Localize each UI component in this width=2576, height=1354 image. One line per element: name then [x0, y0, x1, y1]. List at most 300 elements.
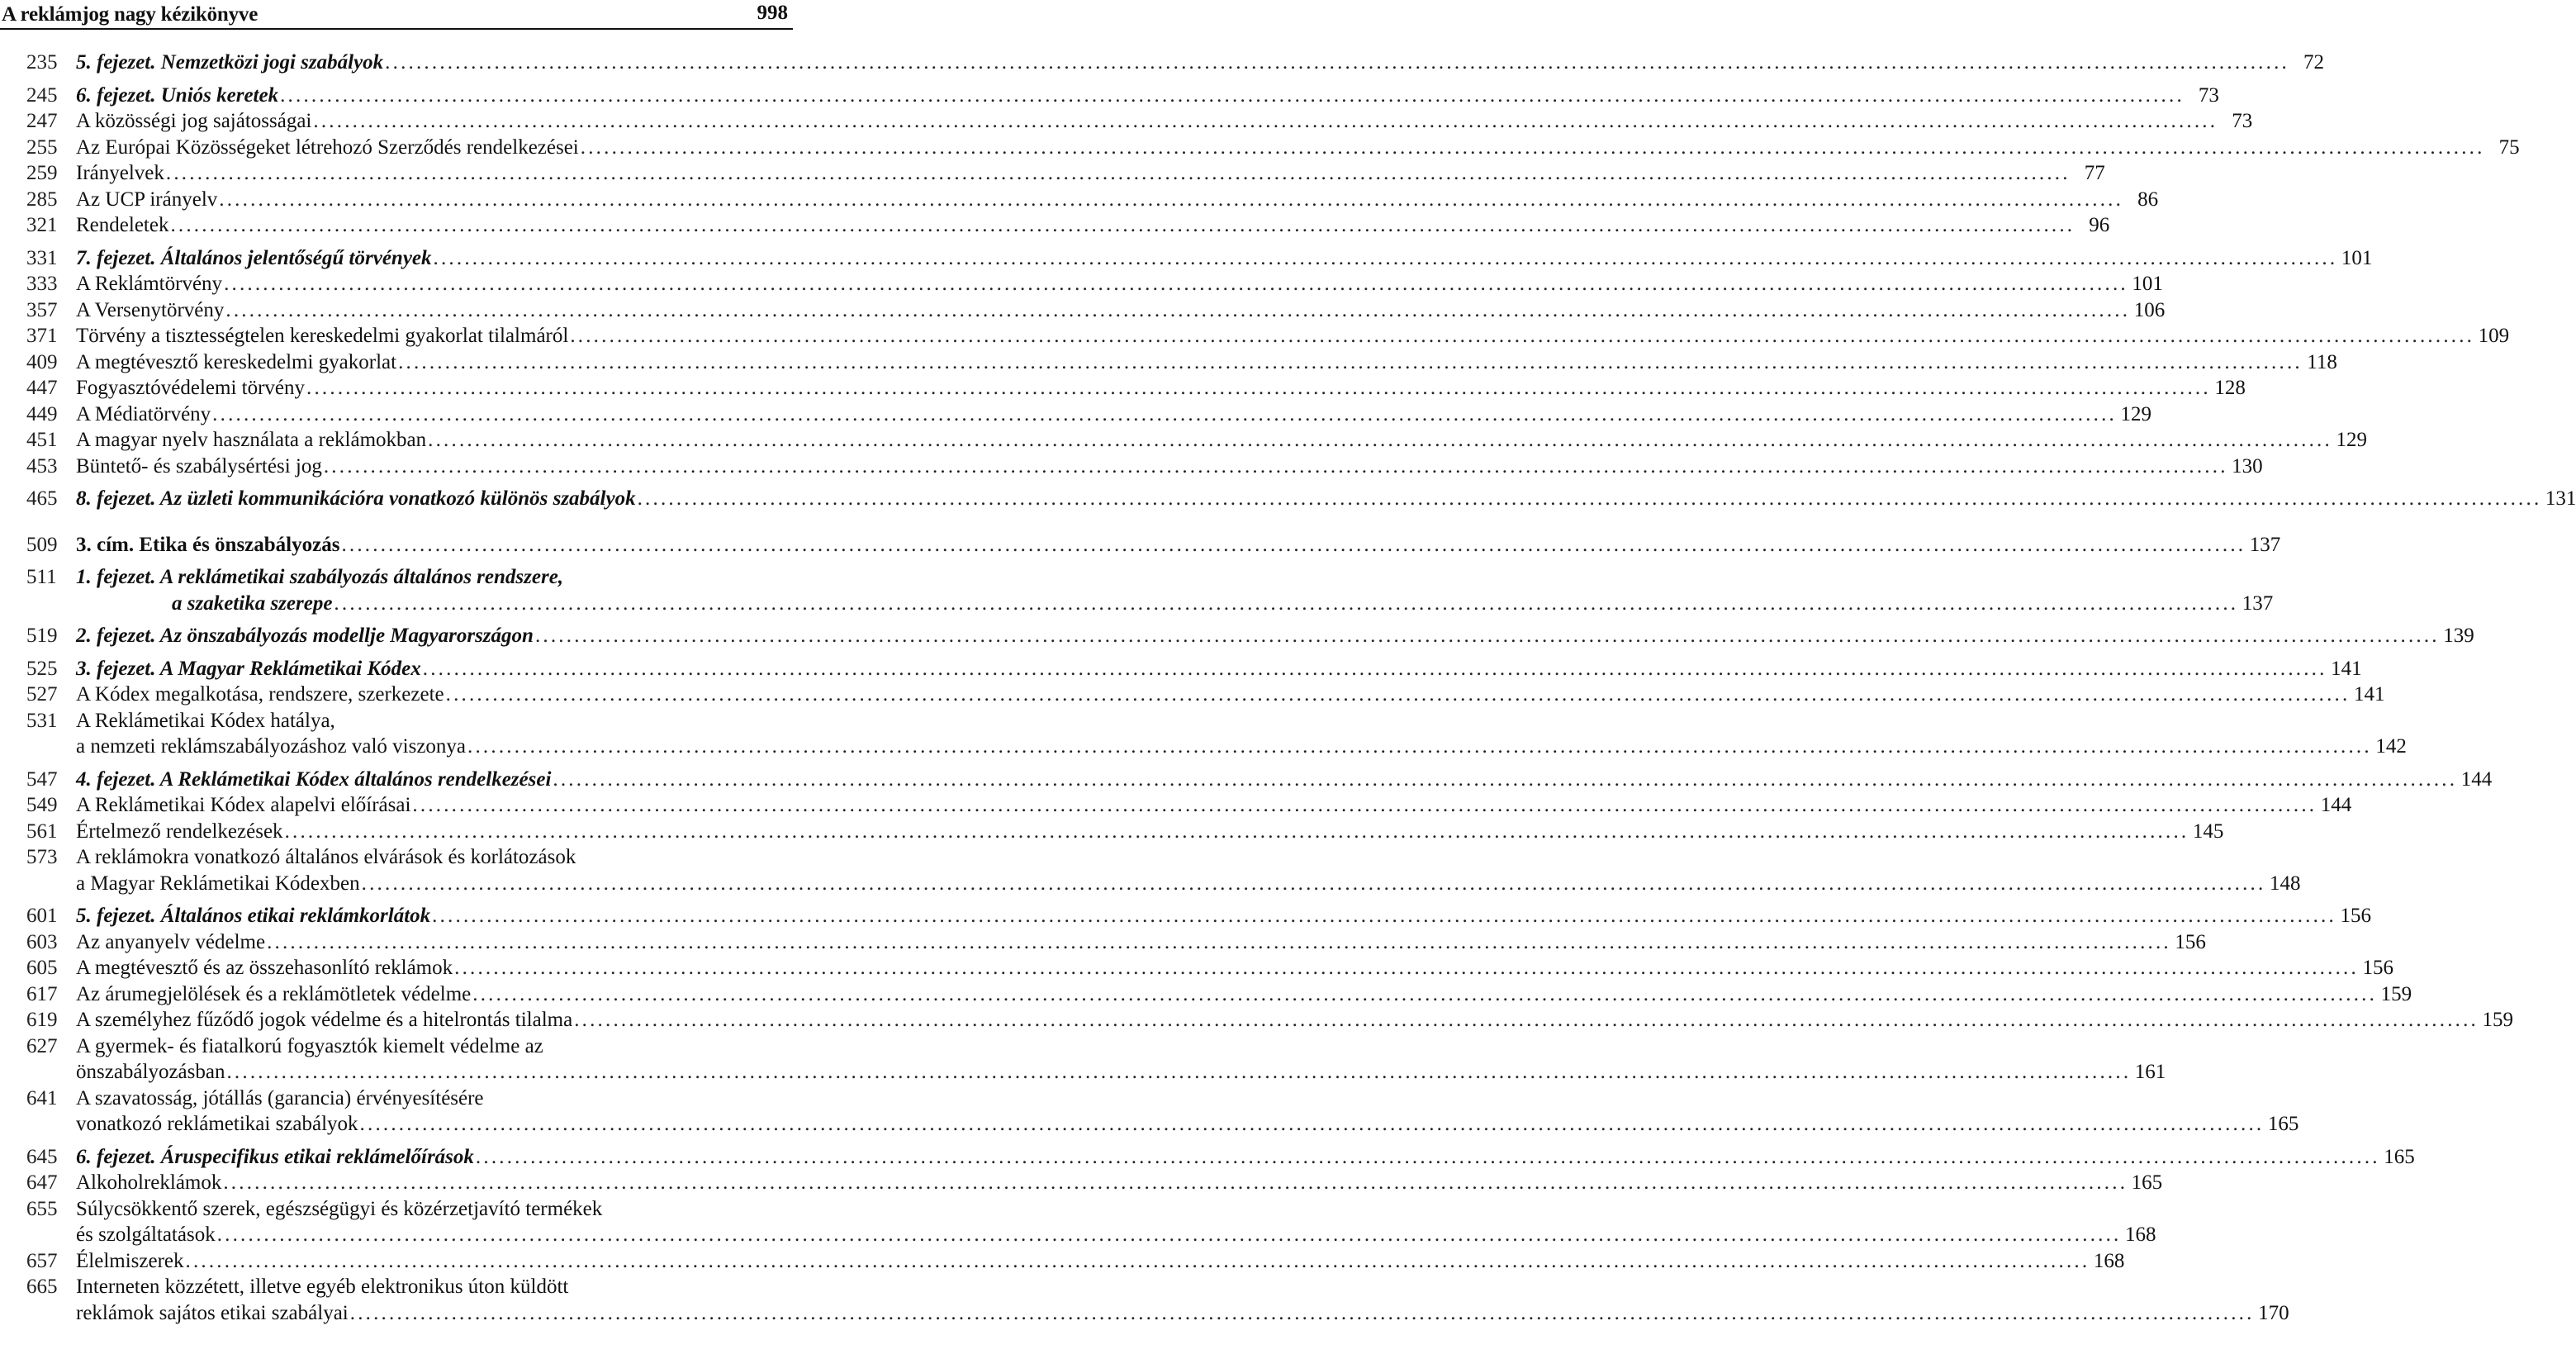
entry-text — [76, 903, 2371, 929]
entry-line — [76, 1248, 2125, 1275]
entry-number: 451 — [26, 429, 58, 451]
entry-line — [76, 532, 2281, 558]
entry-page: 144 — [2320, 794, 2352, 816]
entry-text — [76, 1170, 2163, 1196]
dot-leader — [362, 871, 2266, 897]
toc-entry — [0, 212, 2110, 239]
dot-leader — [170, 212, 2075, 239]
dot-leader — [341, 532, 2246, 558]
entry-line — [76, 1300, 2289, 1327]
entry-page: 156 — [2362, 957, 2393, 979]
entry-text — [76, 955, 2393, 981]
entry-line — [76, 427, 2367, 454]
entry-page: 170 — [2258, 1301, 2289, 1324]
entry-page: 106 — [2133, 298, 2166, 321]
entry-title: 3. fejezet. A Magyar Reklámetikai Kódex — [76, 657, 421, 680]
entry-number: 601 — [26, 905, 58, 927]
entry-text — [76, 83, 2219, 109]
entry-page: 165 — [2384, 1145, 2415, 1168]
entry-page: 128 — [2214, 377, 2246, 399]
entry-text — [76, 623, 2474, 649]
entry-title: 8. fejezet. Az üzleti kommunikációra vonatkozó különös szabályok — [76, 487, 636, 510]
entry-text — [76, 844, 2301, 896]
dot-leader — [285, 819, 2189, 845]
entry-line — [76, 1170, 2163, 1196]
dot-leader — [535, 623, 2440, 649]
entry-line — [76, 486, 2576, 512]
entry-page: 156 — [2175, 930, 2206, 953]
entry-page: 168 — [2093, 1249, 2125, 1272]
entry-number: 453 — [26, 454, 58, 477]
entry-number: 333 — [26, 273, 58, 295]
entry-title: 6. fejezet. Áruspecifikus etikai reklámelőírások — [76, 1145, 474, 1168]
dot-leader — [226, 1059, 2131, 1086]
entry-text — [76, 1007, 2514, 1033]
entry-line — [76, 212, 2110, 239]
dot-leader — [476, 1144, 2380, 1171]
entry-page: 168 — [2125, 1223, 2156, 1246]
entry-line — [76, 1274, 760, 1300]
dot-leader — [166, 160, 2071, 187]
entry-text — [76, 767, 2493, 793]
entry-number: 603 — [26, 930, 58, 953]
entry-text — [76, 108, 2253, 135]
entry-line — [76, 349, 2337, 376]
entry-title: Interneten közzétett, illetve egyéb elektronikus úton küldött — [76, 1276, 569, 1298]
entry-title: A Reklámetikai Kódex hatálya, — [76, 709, 335, 732]
toc-entry — [0, 1086, 2299, 1138]
entry-text — [76, 792, 2352, 819]
entry-title: Az árumegjelölések és a reklámötletek védelme — [76, 982, 472, 1005]
toc-entry — [0, 297, 2166, 324]
entry-line — [76, 160, 2105, 187]
entry-title: Törvény a tisztességtelen kereskedelmi gyakorlat tilalmáról — [76, 325, 569, 347]
entry-line — [76, 297, 2166, 324]
entry-title: vonatkozó reklámetikai szabályok — [76, 1113, 358, 1135]
entry-text — [76, 297, 2166, 324]
entry-line — [76, 1033, 760, 1060]
entry-line — [76, 108, 2253, 135]
toc-entry — [0, 108, 2253, 135]
entry-number: 619 — [26, 1009, 58, 1031]
dot-leader — [638, 486, 2542, 512]
toc-entry — [0, 375, 2246, 401]
entry-page: 145 — [2192, 820, 2224, 843]
dot-leader — [472, 981, 2377, 1008]
entry-line — [76, 871, 2301, 897]
entry-text — [76, 1274, 2289, 1326]
entry-number: 549 — [26, 794, 58, 816]
toc-entry — [0, 401, 2151, 428]
dot-leader — [434, 245, 2338, 272]
entry-number: 647 — [26, 1171, 58, 1194]
entry-page: 144 — [2460, 767, 2493, 791]
entry-line — [76, 591, 2274, 617]
entry-text — [76, 532, 2281, 558]
toc-entry — [0, 1144, 2415, 1171]
entry-line — [76, 135, 2520, 161]
entry-number: 465 — [26, 487, 58, 510]
entry-text — [76, 656, 2362, 682]
entry-text — [76, 50, 2324, 76]
entry-page: 129 — [2336, 429, 2367, 451]
dot-leader — [186, 1248, 2090, 1275]
entry-title: reklámok sajátos etikai szabályai — [76, 1301, 349, 1324]
dot-leader — [454, 955, 2359, 981]
entry-line — [76, 1111, 2299, 1138]
entry-title: A reklámokra vonatkozó általános elvárások és korlátozások — [76, 846, 576, 868]
spacer — [0, 616, 793, 623]
entry-page: 118 — [2307, 350, 2337, 373]
entry-text — [76, 708, 2407, 760]
entry-line — [76, 375, 2246, 401]
toc-entry — [0, 1248, 2125, 1275]
dot-leader — [467, 734, 2372, 760]
spacer — [0, 649, 793, 656]
dot-leader — [223, 1170, 2128, 1196]
entry-title: 2. fejezet. Az önszabályozás modellje Magyarországon — [76, 625, 534, 647]
book-title: A reklámjog nagy kézikönyve — [2, 3, 259, 26]
toc-entry — [0, 83, 2219, 109]
entry-text — [76, 349, 2337, 376]
entry-number: 255 — [26, 135, 58, 159]
entry-line — [76, 792, 2352, 819]
entry-title: 5. fejezet. Általános etikai reklámkorlátok — [76, 905, 431, 927]
running-header — [0, 0, 793, 35]
entry-title: Az Európai Közösségeket létrehozó Szerződés rendelkezései — [76, 135, 579, 159]
toc-entry — [0, 427, 2367, 454]
entry-page: 137 — [2249, 533, 2281, 556]
entry-number: 511 — [26, 566, 57, 588]
entry-text — [76, 564, 2274, 616]
entry-line — [76, 656, 2362, 682]
entry-page: 101 — [2341, 246, 2373, 269]
entry-text — [76, 427, 2367, 454]
entry-line — [76, 83, 2219, 109]
spacer — [0, 512, 793, 532]
entry-number: 321 — [26, 214, 58, 236]
entry-number: 573 — [26, 846, 58, 868]
entry-text — [76, 486, 2576, 512]
entry-title: 1. fejezet. A reklámetikai szabályozás általános rendszere, — [76, 566, 564, 588]
toc-entry — [0, 135, 2520, 161]
entry-title: 4. fejezet. A Reklámetikai Kódex általános rendelkezései — [76, 767, 552, 791]
toc-entry — [0, 486, 2576, 512]
entry-number: 447 — [26, 377, 58, 399]
toc-entry — [0, 564, 2274, 616]
entry-text — [76, 401, 2151, 428]
spacer — [0, 558, 793, 564]
dot-leader — [398, 349, 2303, 376]
entry-text — [76, 135, 2520, 161]
entry-number: 409 — [26, 350, 58, 373]
entry-line — [76, 623, 2474, 649]
entry-page: 161 — [2134, 1061, 2166, 1083]
spacer — [0, 76, 793, 83]
toc-entry — [0, 656, 2362, 682]
toc-entry — [0, 160, 2105, 187]
dot-leader — [212, 401, 2117, 428]
entry-text — [76, 160, 2105, 187]
toc-entry — [0, 929, 2206, 956]
toc-entry — [0, 819, 2224, 845]
entry-title: 5. fejezet. Nemzetközi jogi szabályok — [76, 51, 384, 74]
entry-page: 159 — [2482, 1009, 2514, 1031]
entry-number: 547 — [26, 767, 58, 791]
dot-leader — [219, 187, 2123, 213]
entry-title: 6. fejezet. Uniós keretek — [76, 83, 279, 107]
toc-entry — [0, 623, 2474, 649]
entry-line — [76, 708, 760, 734]
entry-text — [76, 1086, 2299, 1138]
entry-title: Élelmiszerek — [76, 1249, 184, 1272]
entry-page: 156 — [2340, 905, 2371, 927]
entry-title: A gyermek- és fiatalkorú fogyasztók kiemelt védelme az — [76, 1034, 543, 1057]
entry-title: 3. cím. Etika és önszabályozás — [76, 533, 340, 556]
entry-page: 73 — [2198, 83, 2219, 107]
entry-title: A Médiatörvény — [76, 402, 211, 425]
entry-page: 72 — [2303, 51, 2324, 74]
entry-line — [76, 271, 2163, 297]
toc-entry — [0, 245, 2373, 272]
entry-title: és szolgáltatások — [76, 1223, 216, 1246]
entry-page: 159 — [2380, 982, 2412, 1005]
dot-leader — [432, 903, 2336, 929]
dot-leader — [324, 454, 2228, 480]
entry-title: A Versenytörvény — [76, 298, 225, 321]
toc-entry — [0, 844, 2301, 896]
entry-line — [76, 682, 2385, 708]
entry-line — [76, 1007, 2514, 1033]
entry-number: 645 — [26, 1145, 58, 1168]
entry-number: 259 — [26, 162, 58, 184]
toc-entry — [0, 1274, 2289, 1326]
entry-line — [76, 1086, 760, 1112]
entry-title: Súlycsökkentő szerek, egészségügyi és közérzetjavító termékek — [76, 1197, 603, 1220]
entry-line — [76, 564, 760, 591]
entry-title: a szaketika szerepe — [172, 591, 333, 615]
entry-title: Alkoholreklámok — [76, 1171, 222, 1194]
entry-page: 141 — [2331, 657, 2362, 680]
entry-page: 130 — [2232, 454, 2263, 477]
toc-entry — [0, 708, 2407, 760]
entry-title: Értelmező rendelkezések — [76, 820, 283, 843]
entry-title: A Reklámtörvény — [76, 273, 223, 295]
dot-leader — [306, 375, 2211, 401]
dot-leader — [574, 1007, 2479, 1033]
dot-leader — [350, 1300, 2255, 1327]
toc-entry — [0, 532, 2281, 558]
entry-number: 531 — [26, 709, 58, 732]
entry-title: 7. fejezet. Általános jelentőségű törvények — [76, 246, 432, 269]
entry-page: 129 — [2120, 402, 2151, 425]
entry-text — [76, 323, 2510, 349]
entry-number: 561 — [26, 820, 58, 843]
entry-page: 165 — [2267, 1113, 2299, 1135]
entry-text — [76, 212, 2110, 239]
entry-page: 141 — [2353, 683, 2385, 706]
spacer — [0, 479, 793, 486]
entry-title: A megtévesztő kereskedelmi gyakorlat — [76, 350, 397, 373]
entry-page: 148 — [2269, 872, 2301, 895]
entry-number: 509 — [26, 533, 58, 556]
entry-number: 617 — [26, 982, 58, 1005]
entry-text — [76, 929, 2206, 956]
entry-page: 77 — [2084, 162, 2105, 184]
entry-number: 371 — [26, 325, 58, 347]
dot-leader — [280, 83, 2185, 109]
toc-entry — [0, 50, 2324, 76]
entry-line — [76, 844, 760, 871]
entry-text — [76, 245, 2373, 272]
entry-number: 627 — [26, 1034, 58, 1057]
entry-text — [76, 1144, 2415, 1171]
entry-title: A közösségi jog sajátosságai — [76, 110, 312, 132]
entry-title: önszabályozásban — [76, 1061, 225, 1083]
entry-title: Büntető- és szabálysértési jog — [76, 454, 322, 477]
entry-line — [76, 1059, 2166, 1086]
entry-number: 525 — [26, 657, 58, 680]
toc-entry — [0, 1007, 2514, 1033]
entry-title: Az anyanyelv védelme — [76, 930, 266, 953]
entry-number: 655 — [26, 1197, 58, 1220]
entry-line — [76, 767, 2493, 793]
entry-page: 109 — [2478, 325, 2510, 347]
toc-entry — [0, 187, 2159, 213]
entry-title: Irányelvek — [76, 162, 164, 184]
entry-text — [76, 819, 2224, 845]
dot-leader — [217, 1222, 2122, 1248]
dot-leader — [334, 591, 2238, 617]
entry-number: 657 — [26, 1249, 58, 1272]
entry-text — [76, 682, 2385, 708]
dot-leader — [313, 108, 2218, 135]
entry-line — [76, 955, 2393, 981]
entry-title: A személyhez fűződő jogok védelme és a hitelrontás tilalma — [76, 1009, 573, 1031]
entry-page: 165 — [2131, 1171, 2163, 1194]
entry-title: Rendeletek — [76, 214, 169, 236]
entry-page: 139 — [2443, 625, 2474, 647]
entry-title: A szavatosság, jótállás (garancia) érvényesítésére — [76, 1086, 484, 1109]
entry-line — [76, 454, 2263, 480]
entry-line — [76, 1196, 760, 1223]
dot-leader — [360, 1111, 2265, 1138]
entry-title: a Magyar Reklámetikai Kódexben — [76, 872, 360, 895]
entry-number: 331 — [26, 246, 58, 269]
toc-entry — [0, 981, 2412, 1008]
entry-number: 605 — [26, 957, 58, 979]
entry-line — [76, 1144, 2415, 1171]
entry-number: 285 — [26, 188, 58, 211]
entry-text — [76, 1033, 2166, 1086]
entry-title: A Reklámetikai Kódex alapelvi előírásai — [76, 794, 411, 816]
entry-number: 247 — [26, 110, 58, 132]
entry-number: 665 — [26, 1276, 58, 1298]
dot-leader — [553, 767, 2457, 793]
entry-line — [76, 323, 2510, 349]
toc-entry — [0, 903, 2371, 929]
entry-title: Az UCP irányelv — [76, 188, 218, 211]
entry-line — [76, 245, 2373, 272]
entry-number: 527 — [26, 683, 58, 706]
toc-entry — [0, 1033, 2166, 1086]
entry-title: a nemzeti reklámszabályozáshoz való viszonya — [76, 735, 467, 758]
toc-entry — [0, 349, 2337, 376]
entry-number: 245 — [26, 83, 58, 107]
spacer — [0, 1138, 793, 1144]
dot-leader — [446, 682, 2351, 708]
toc-entry — [0, 454, 2263, 480]
entry-text — [76, 1196, 2156, 1248]
entry-page: 142 — [2375, 735, 2407, 758]
entry-line — [76, 187, 2159, 213]
toc-entry — [0, 323, 2510, 349]
dot-leader — [428, 427, 2332, 454]
entry-text — [76, 454, 2263, 480]
entry-text — [76, 1248, 2125, 1275]
toc-entry — [0, 271, 2163, 297]
entry-line — [76, 50, 2324, 76]
entry-page: 101 — [2132, 273, 2163, 295]
dot-leader — [224, 271, 2128, 297]
spacer — [0, 239, 793, 245]
dot-leader — [570, 323, 2474, 349]
entry-title: A Kódex megalkotása, rendszere, szerkezete — [76, 683, 444, 706]
entry-line — [76, 819, 2224, 845]
entry-text — [76, 187, 2159, 213]
entry-number: 449 — [26, 402, 58, 425]
entry-title: A megtévesztő és az összehasonlító reklámok — [76, 957, 453, 979]
entry-line — [76, 981, 2412, 1008]
entry-page: 75 — [2498, 135, 2520, 159]
spacer — [0, 760, 793, 767]
entry-page: 73 — [2232, 110, 2253, 132]
dot-leader — [581, 135, 2485, 161]
entry-text — [76, 375, 2246, 401]
entry-title: Fogyasztóvédelemi törvény — [76, 377, 306, 399]
page-number: 998 — [757, 2, 788, 24]
entry-text — [76, 271, 2163, 297]
entry-line — [76, 903, 2371, 929]
entry-text — [76, 981, 2412, 1008]
header-rule — [0, 28, 793, 30]
entry-page: 96 — [2089, 214, 2110, 236]
entry-line — [76, 929, 2206, 956]
spacer — [0, 896, 793, 903]
dot-leader — [225, 297, 2130, 324]
toc-entry — [0, 792, 2352, 819]
entry-number: 235 — [26, 51, 58, 74]
toc-entry — [0, 767, 2493, 793]
toc-entry — [0, 955, 2393, 981]
entry-line — [76, 734, 2407, 760]
dot-leader — [412, 792, 2317, 819]
entry-page: 137 — [2242, 591, 2274, 615]
dot-leader — [385, 50, 2289, 76]
entry-number: 519 — [26, 625, 58, 647]
toc-entry — [0, 1170, 2163, 1196]
entry-title: A magyar nyelv használata a reklámokban — [76, 429, 427, 451]
entry-line — [76, 401, 2151, 428]
entry-page: 86 — [2137, 188, 2159, 211]
entry-number: 641 — [26, 1086, 58, 1109]
entry-line — [76, 1222, 2156, 1248]
dot-leader — [423, 656, 2327, 682]
toc-entry — [0, 1196, 2156, 1248]
dot-leader — [267, 929, 2171, 956]
table-of-contents — [0, 50, 2576, 1326]
entry-page: 131 — [2545, 487, 2576, 510]
